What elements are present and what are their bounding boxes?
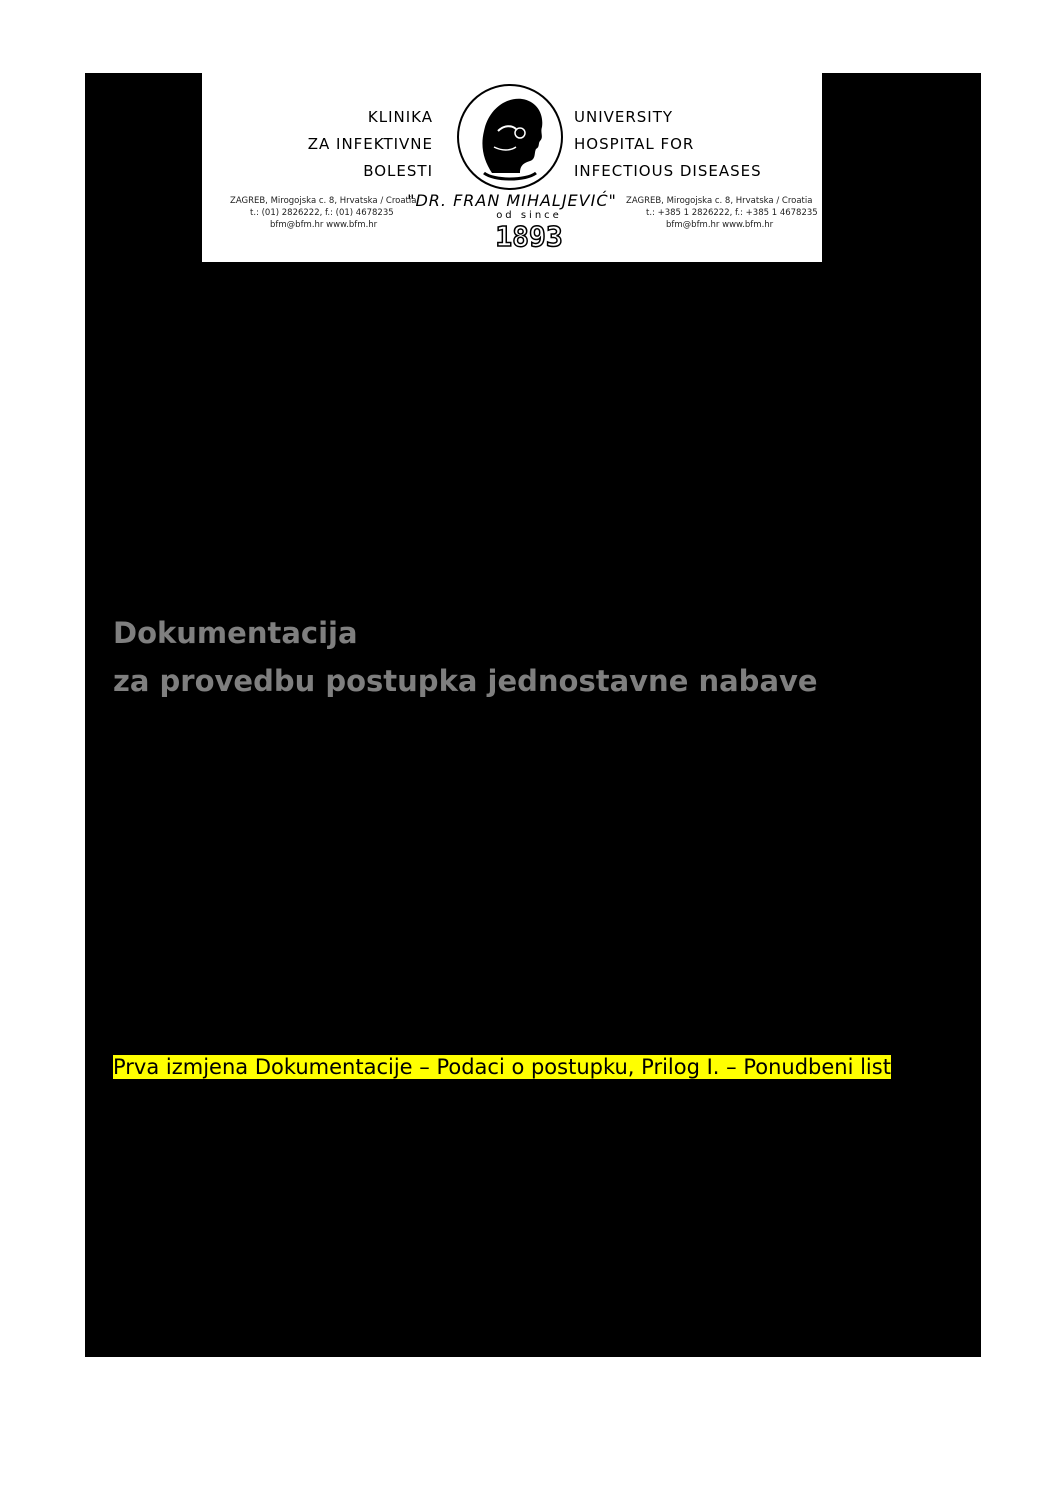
document-title bbox=[113, 609, 818, 705]
logo-address-left bbox=[230, 195, 416, 231]
address-left-line-3: bfm@bfm.hr www.bfm.hr bbox=[270, 220, 378, 230]
logo-left-line-1: KLINIKA bbox=[367, 108, 433, 126]
address-left-line-1: ZAGREB, Mirogojska c. 8, Hrvatska / Croatia bbox=[230, 196, 417, 206]
logo-right-line-3: INFECTIOUS DISEASES bbox=[574, 162, 762, 180]
logo-english-name bbox=[574, 104, 762, 185]
address-right-line-2: t.: +385 1 2826222, f.: +385 1 4678235 bbox=[646, 208, 818, 218]
hospital-logo bbox=[202, 73, 822, 262]
logo-since bbox=[484, 211, 574, 253]
logo-hospital-name: "DR. FRAN MIHALJEVIĆ" bbox=[407, 191, 617, 210]
amendment-highlighted-text: Prva izmjena Dokumentacije – Podaci o postupku, Prilog I. – Ponudbeni list bbox=[113, 1055, 891, 1079]
logo-croatian-name bbox=[308, 104, 433, 185]
amendment-notice bbox=[113, 1051, 943, 1083]
logo-right-line-2: HOSPITAL FOR bbox=[574, 135, 695, 153]
address-right-line-1: ZAGREB, Mirogojska c. 8, Hrvatska / Croatia bbox=[626, 196, 813, 206]
title-line-2: za provedbu postupka jednostavne nabave bbox=[113, 664, 818, 698]
logo-address-right bbox=[626, 195, 818, 231]
address-right-line-3: bfm@bfm.hr www.bfm.hr bbox=[666, 220, 774, 230]
logo-right-line-1: UNIVERSITY bbox=[574, 108, 674, 126]
title-line-1: Dokumentacija bbox=[113, 616, 358, 650]
since-label: od since bbox=[496, 210, 562, 221]
logo-left-line-2: ZA INFEKTIVNE bbox=[307, 135, 433, 153]
redacted-cover-panel bbox=[85, 73, 981, 1357]
portrait-seal-icon bbox=[454, 81, 566, 193]
address-left-line-2: t.: (01) 2826222, f.: (01) 4678235 bbox=[250, 208, 394, 218]
founding-year: 1893 bbox=[495, 220, 563, 253]
logo-left-line-3: BOLESTI bbox=[363, 162, 433, 180]
